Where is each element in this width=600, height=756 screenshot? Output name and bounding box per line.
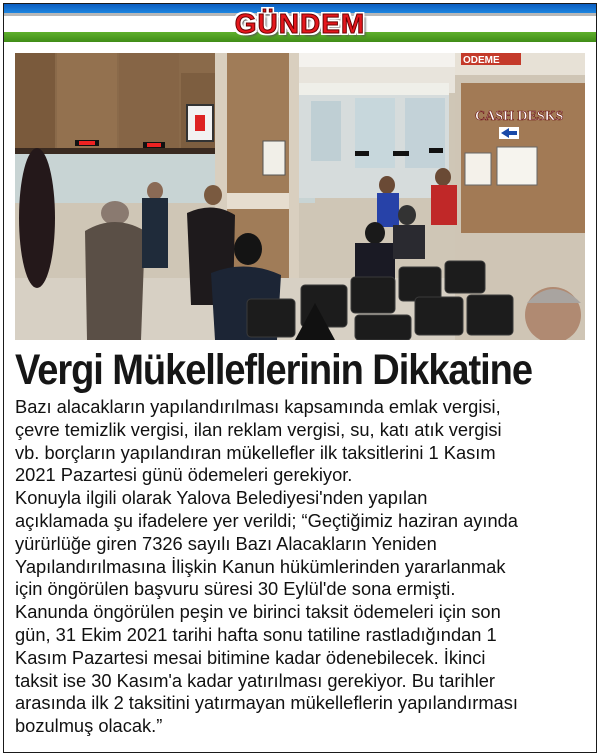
- article-line: açıklamada şu ifadelere yer verildi; “Geçtiğimiz haziran ayında: [15, 509, 518, 531]
- article-line: 2021 Pazartesi günü ödemeleri gerekiyor.: [15, 464, 353, 486]
- article-body: [15, 396, 589, 738]
- article-line: bozulmuş olacak.”: [15, 715, 163, 737]
- article-line: yürürlüğe giren 7326 sayılı Bazı Alacakların Yeniden: [15, 532, 437, 554]
- article-line: çevre temizlik vergisi, ilan reklam vergisi, su, katı atık vergisi: [15, 418, 502, 440]
- article-line: Kasım Pazartesi mesai bitimine kadar ödenebilecek. İkinci: [15, 646, 486, 668]
- article-line: arasında ilk 2 taksitini yatırmayan mükelleflerin yapılandırması: [15, 692, 518, 714]
- article-line: Kanunda öngörülen peşin ve birinci taksit ödemeleri için son: [15, 601, 501, 623]
- article-line: Yapılandırılmasına İlişkin Kanun hükümlerinden yararlanmak: [15, 555, 506, 577]
- article-headline: Vergi Mükelleflerinin Dikkatine: [15, 346, 532, 394]
- article-line: taksit ise 30 Kasım'a kadar yatırılması gerekiyor. Bu tarihler: [15, 669, 496, 691]
- article-line: için öngörülen başvuru süresi 30 Eylül'de sona ermişti.: [15, 578, 456, 600]
- cash-desks-sign-text: CASH DESKS: [475, 109, 564, 124]
- article-line: Konuyla ilgili olarak Yalova Belediyesi'nden yapılan: [15, 487, 428, 509]
- news-photo: [15, 53, 585, 340]
- article-line: gün, 31 Ekim 2021 tarihi hafta sonu tatiline rastladığından 1: [15, 623, 497, 645]
- photo-top-sign-text: ODEME: [463, 55, 500, 66]
- article-line: Bazı alacakların yapılandırılması kapsamında emlak vergisi,: [15, 396, 501, 417]
- section-banner: [4, 4, 596, 42]
- section-title: GÜNDEM: [234, 8, 366, 39]
- article-line: vb. borçların yapılandıran mükellefler ilk taksitlerini 1 Kasım: [15, 441, 496, 463]
